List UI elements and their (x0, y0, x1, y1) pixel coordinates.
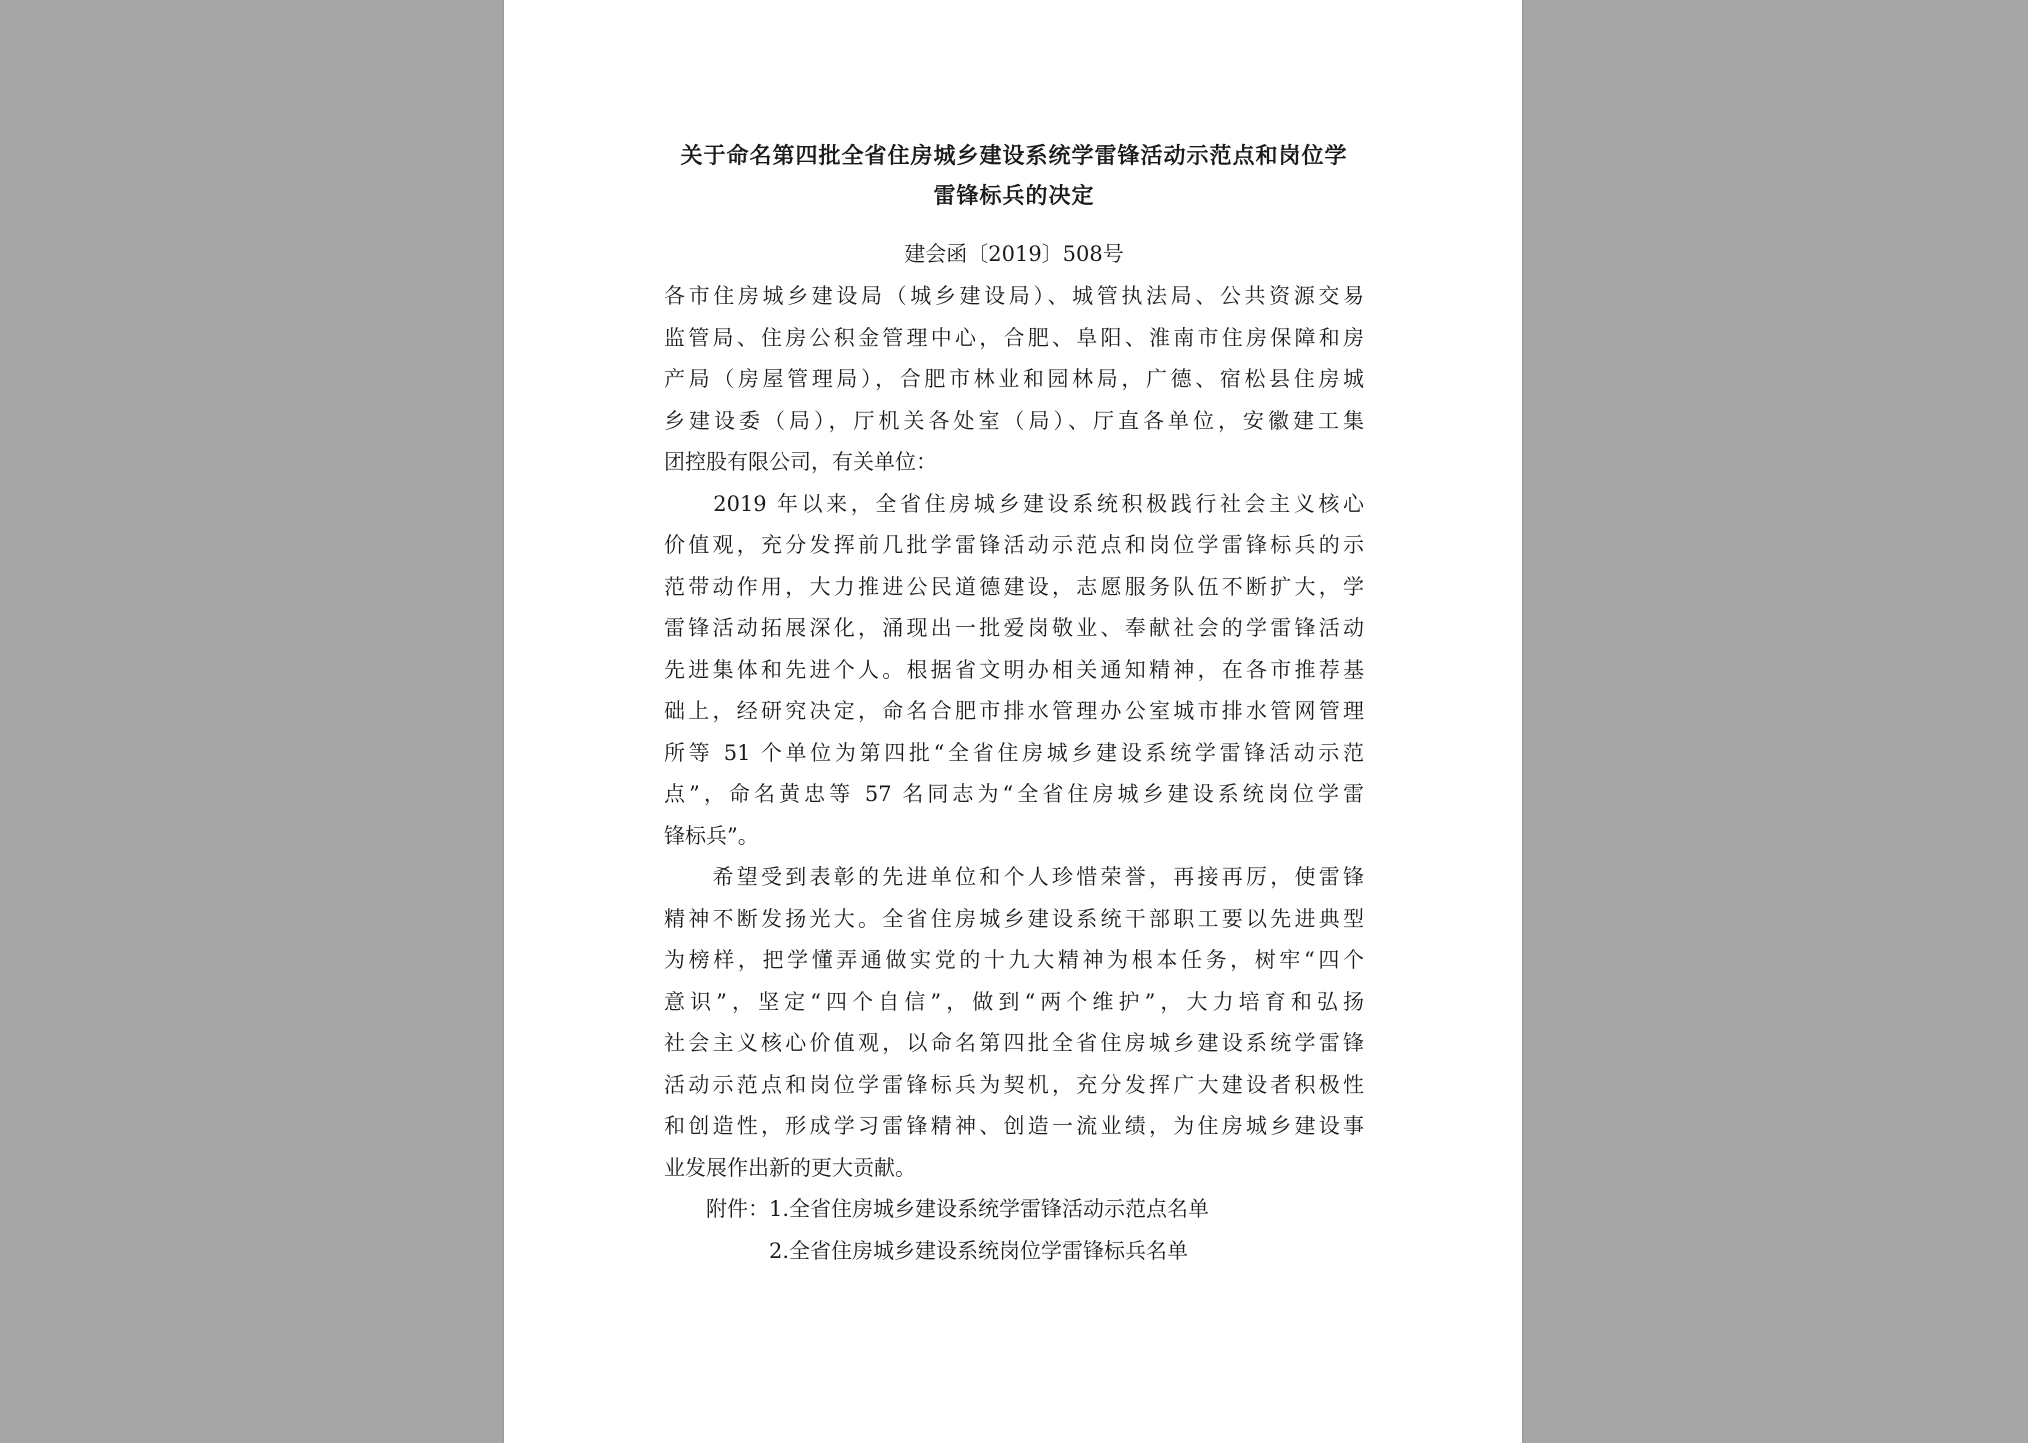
text-line: 和创造性，形成学习雷锋精神、创造一流业绩，为住房城乡建设事 (664, 1114, 1364, 1138)
addressee-paragraph (664, 276, 1364, 484)
body-paragraph-2 (664, 857, 1364, 1189)
text-line: 点”，命名黄忠等 57 名同志为“全省住房城乡建设系统岗位学雷 (664, 782, 1364, 806)
body-paragraph-1 (664, 484, 1364, 858)
attachment-item: 附件：1.全省住房城乡建设系统学雷锋活动示范点名单 (664, 1197, 1210, 1221)
text-line: 产局（房屋管理局），合肥市林业和园林局，广德、宿松县住房城 (664, 367, 1364, 391)
document-number: 建会函〔2019〕508号 (904, 242, 1124, 266)
title-line: 关于命名第四批全省住房城乡建设系统学雷锋活动示范点和岗位学 (680, 143, 1348, 169)
attachment-item: 2.全省住房城乡建设系统岗位学雷锋标兵名单 (664, 1238, 1189, 1263)
title-line: 雷锋标兵的决定 (933, 183, 1095, 209)
document-content (664, 136, 1364, 1272)
text-line: 活动示范点和岗位学雷锋标兵为契机，充分发挥广大建设者积极性 (664, 1072, 1364, 1097)
text-line: 所等 51 个单位为第四批“全省住房城乡建设系统学雷锋活动示范 (664, 740, 1364, 765)
text-line: 为榜样，把学懂弄通做实党的十九大精神为根本任务，树牢“四个 (664, 948, 1364, 972)
document-page (504, 0, 1522, 1443)
text-line: 锋标兵”。 (664, 823, 759, 848)
text-line: 业发展作出新的更大贡献。 (664, 1155, 916, 1180)
text-line: 价值观，充分发挥前几批学雷锋活动示范点和岗位学雷锋标兵的示 (664, 533, 1364, 557)
text-line: 范带动作用，大力推进公民道德建设，志愿服务队伍不断扩大，学 (664, 574, 1364, 599)
text-line: 先进集体和先进个人。根据省文明办相关通知精神，在各市推荐基 (664, 657, 1364, 682)
attachments-list (664, 1189, 1364, 1272)
text-line: 意识”，坚定“四个自信”，做到“两个维护”，大力培育和弘扬 (664, 989, 1364, 1014)
text-line: 精神不断发扬光大。全省住房城乡建设系统干部职工要以先进典型 (664, 906, 1364, 931)
text-line: 乡建设委（局），厅机关各处室（局）、厅直各单位，安徽建工集 (664, 408, 1364, 433)
text-line: 监管局、住房公积金管理中心，合肥、阜阳、淮南市住房保障和房 (664, 325, 1364, 350)
text-line: 2019 年以来，全省住房城乡建设系统积极践行社会主义核心 (664, 491, 1364, 516)
document-title (664, 136, 1364, 216)
text-line: 各市住房城乡建设局（城乡建设局）、城管执法局、公共资源交易 (664, 284, 1364, 308)
text-line: 希望受到表彰的先进单位和个人珍惜荣誉，再接再厉，使雷锋 (664, 865, 1364, 889)
text-line: 社会主义核心价值观，以命名第四批全省住房城乡建设系统学雷锋 (664, 1031, 1364, 1055)
text-line: 础上，经研究决定，命名合肥市排水管理办公室城市排水管网管理 (664, 699, 1364, 723)
text-line: 雷锋活动拓展深化，涌现出一批爱岗敬业、奉献社会的学雷锋活动 (664, 616, 1364, 640)
text-line: 团控股有限公司，有关单位： (664, 450, 937, 474)
